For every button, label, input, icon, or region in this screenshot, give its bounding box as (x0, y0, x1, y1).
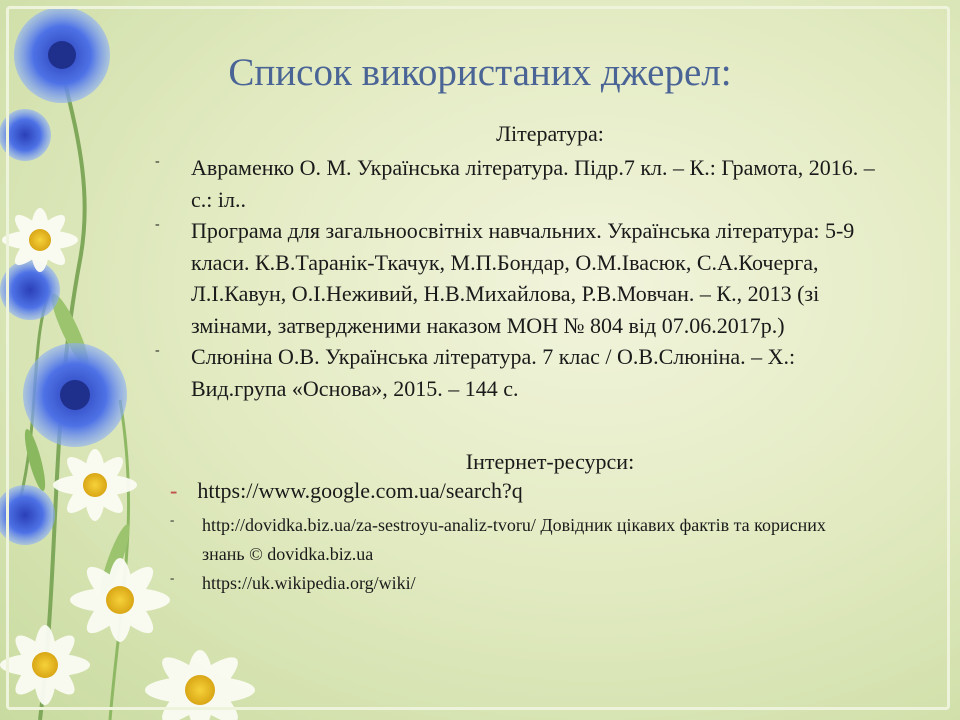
list-item: - Слюніна О.В. Українська література. 7 клас / О.В.Слюніна. – Х.: Вид.група «Основа», 2015. – 144 с. (155, 341, 895, 404)
dash-bullet: - (170, 512, 175, 527)
dash-bullet: - (170, 570, 175, 585)
google-link[interactable]: https://www.google.com.ua/search?q (197, 478, 523, 503)
dash-bullet: - (170, 478, 178, 503)
internet-heading: Інтернет-ресурси: (465, 449, 635, 474)
page-title: Список використаних джерел: (228, 51, 732, 94)
daisy-4 (0, 625, 90, 705)
dash-bullet: - (155, 343, 160, 358)
list-item (170, 511, 870, 569)
list-item: - Програма для загальноосвітніх навчальних. Українська література: 5-9 класи. К.В.Таранік-Ткачук, М.П.Бондар, О.М.Івасюк, С.А.Кочерга, Л.І.Кавун, О.І.Неживий, Н.В.Михайлова, Р.В.Мовчан. – К., 2013 (зі змінами, затвердженими наказом МОН № 804 від 07.06.2017р.) (155, 215, 895, 341)
list-item: - Авраменко О. М. Українська література. Підр.7 кл. – К.: Грамота, 2016. – с.: іл.. (155, 152, 895, 215)
list-item (170, 569, 870, 598)
google-link-line (170, 478, 523, 504)
daisy-3 (70, 558, 170, 642)
literature-list (155, 152, 895, 404)
dovidka-link[interactable]: http://dovidka.biz.ua/za-sestroyu-analiz-tvoru/ Довідник цікавих фактів та корисних знань © dovidka.biz.ua (202, 515, 826, 564)
daisy-5 (145, 648, 255, 720)
wikipedia-link[interactable]: https://uk.wikipedia.org/wiki/ (202, 573, 416, 593)
literature-heading: Література: (496, 121, 604, 146)
daisy-1 (2, 208, 78, 272)
internet-list (170, 511, 870, 598)
dash-bullet: - (155, 154, 160, 169)
dash-bullet: - (155, 217, 160, 232)
